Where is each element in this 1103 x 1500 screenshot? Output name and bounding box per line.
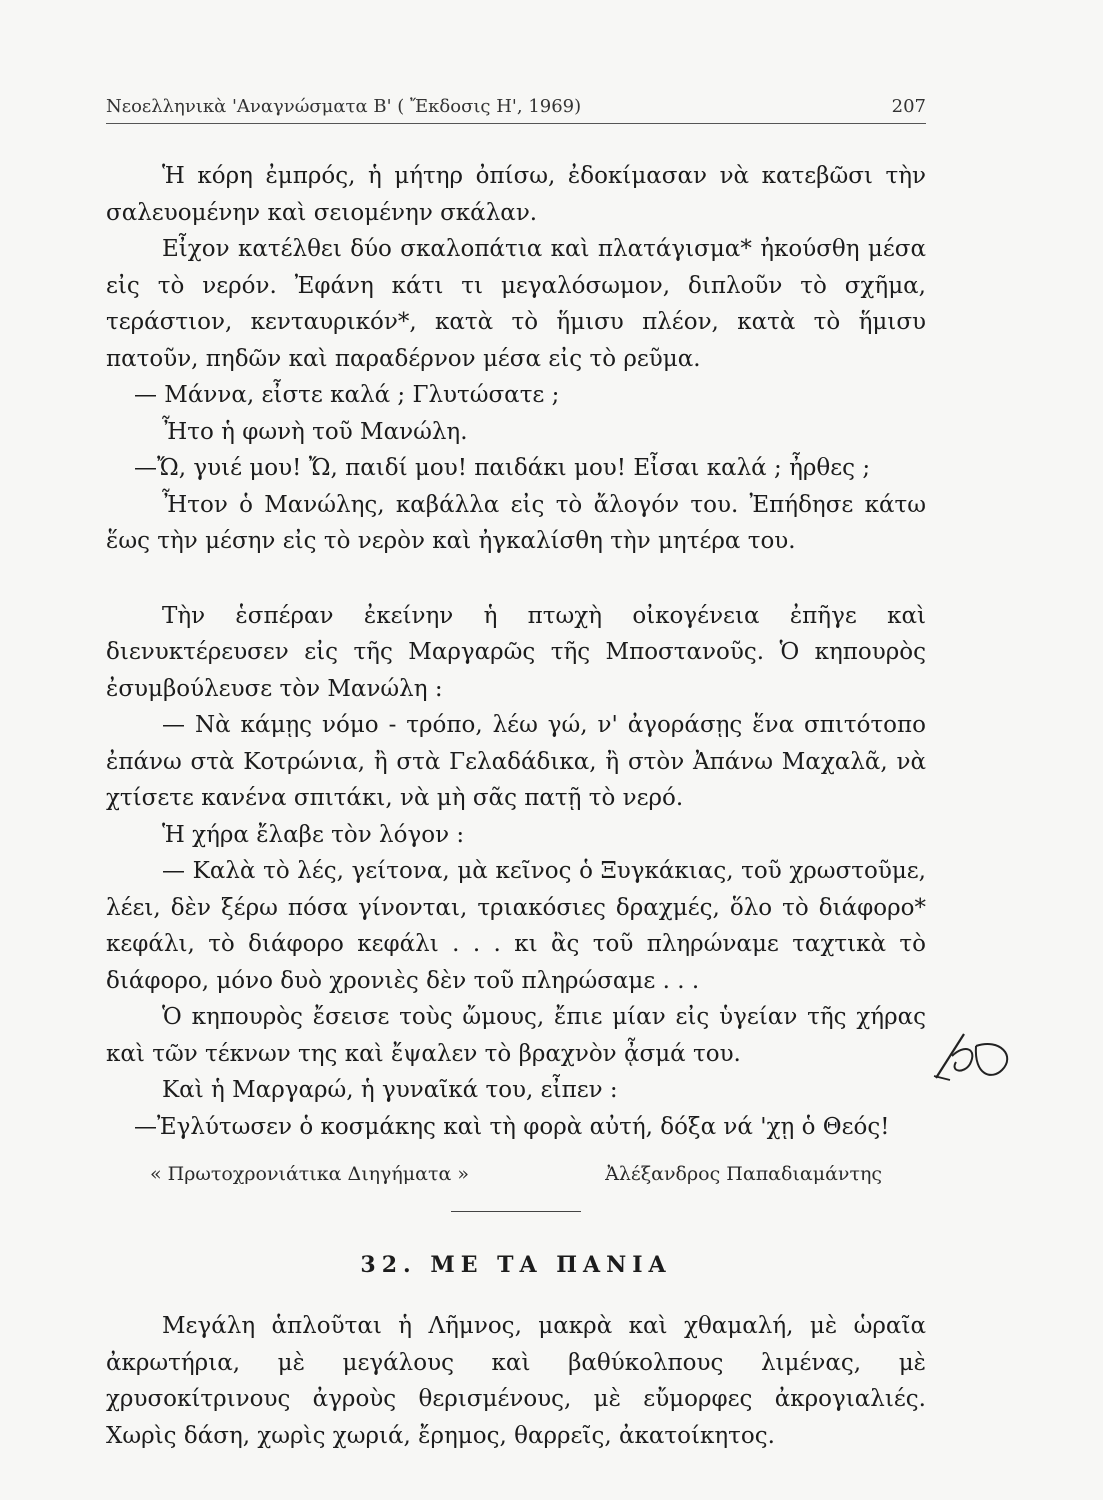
paragraph: Ἦτον ὁ Μανώλης, καβάλλα εἰς τὸ ἄλογόν του. Ἐπήδησε κάτω ἕως τὴν μέσην εἰς τὸ νερὸν καὶ ἠγκαλίσθη τὴν μητέρα του. xyxy=(106,491,926,554)
dialogue-line: —Ὤ, γυιέ μου! Ὤ, παιδί μου! παιδάκι μου! Εἶσαι καλά ; ἦρθες ; xyxy=(134,455,871,481)
attribution-source: « Πρωτοχρονιάτικα Διηγήματα » xyxy=(150,1163,469,1185)
paragraph: Ἦτο ἡ φωνὴ τοῦ Μανώλη. xyxy=(162,418,468,445)
paragraph: Ἡ χήρα ἔλαβε τὸν λόγον : xyxy=(162,821,465,848)
dialogue-line: —Ἐγλύτωσεν ὁ κοσμάκης καὶ τὴ φορὰ αὐτή, δόξα νά 'χῃ ὁ Θεός! xyxy=(134,1113,890,1140)
running-title: Νεοελληνικὰ 'Αναγνώσματα Β' ( Ἔκδοσις Η', 1969) xyxy=(106,96,582,117)
attribution xyxy=(106,1163,926,1185)
dialogue-line: — Νὰ κάμῃς νόμο - τρόπο, λέω γώ, ν' ἀγοράσῃς ἕνα σπιτότοπο ἐπάνω στὰ Κοτρώνια, ἢ στὰ Γελαδάδικα, ἢ στὸν Ἀπάνω Μαχαλᾶ, νὰ χτίσετε κανένα σπιτάκι, νὰ μὴ σᾶς πατῇ τὸ νερό. xyxy=(106,712,926,811)
main-text xyxy=(106,158,926,1145)
book-page xyxy=(106,96,926,1454)
section-divider xyxy=(451,1211,581,1212)
paragraph: Εἶχον κατέλθει δύο σκαλοπάτια καὶ πλατάγισμα* ἠκούσθη μέσα εἰς τὸ νερόν. Ἐφάνη κάτι τι μεγαλόσωμον, διπλοῦν τὸ σχῆμα, τεράστιον, κενταυρικόν*, κατὰ τὸ ἥμισυ πλέον, κατὰ τὸ ἥμισυ πατοῦν, πηδῶν καὶ παραδέρνον μέσα εἰς τὸ ρεῦμα. xyxy=(106,236,926,372)
paragraph: Ἡ κόρη ἐμπρός, ἡ μήτηρ ὀπίσω, ἐδοκίμασαν νὰ κατεβῶσι τὴν σαλευομένην καὶ σειομένην σκάλαν. xyxy=(106,163,926,226)
page-number: 207 xyxy=(891,96,926,117)
chapter-text xyxy=(106,1308,926,1454)
dialogue-line: — Καλὰ τὸ λές, γείτονα, μὰ κεῖνος ὁ Ξυγκάκιας, τοῦ χρωστοῦμε, λέει, δὲν ξέρω πόσα γίνονται, τριακόσιες δραχμές, ὅλο τὸ διάφορο* κεφάλι, τὸ διάφορο κεφάλι . . . κι ἂς τοῦ πληρώναμε ταχτικὰ τὸ διάφορο, μόνο δυὸ χρονιὲς δὲν τοῦ πληρώσαμε . . . xyxy=(106,858,926,994)
paragraph: Ὁ κηπουρὸς ἔσεισε τοὺς ὤμους, ἔπιε μίαν εἰς ὑγείαν τῆς χήρας καὶ τῶν τέκνων της καὶ ἔψαλεν τὸ βραχνὸν ᾆσμά του. xyxy=(106,1004,926,1067)
paragraph: Καὶ ἡ Μαργαρώ, ἡ γυναῖκά του, εἶπεν : xyxy=(162,1077,618,1103)
paragraph: Τὴν ἑσπέραν ἐκείνην ἡ πτωχὴ οἰκογένεια ἐπῆγε καὶ διενυκτέρευσεν εἰς τῆς Μαργαρῶς τῆς Μποστανοῦς. Ὁ κηπουρὸς ἐσυμβούλευσε τὸν Μανώλη : xyxy=(106,602,926,702)
dialogue-line: — Μάννα, εἶστε καλά ; Γλυτώσατε ; xyxy=(134,382,560,408)
running-header xyxy=(106,96,926,124)
attribution-author: Ἀλέξανδρος Παπαδιαμάντης xyxy=(605,1163,882,1185)
handwritten-initials-icon xyxy=(930,1026,1020,1086)
paragraph: Μεγάλη ἁπλοῦται ἡ Λῆμνος, μακρὰ καὶ χθαμαλή, μὲ ὡραῖα ἀκρωτήρια, μὲ μεγάλους καὶ βαθύκολπους λιμένας, μὲ χρυσοκίτρινους ἀγροὺς θερισμένους, μὲ εὔμορφες ἀκρογιαλιές. Χωρὶς δάση, χωρὶς χωριά, ἔρημος, θαρρεῖς, ἀκατοίκητος. xyxy=(106,1313,926,1449)
chapter-title: 32. ΜΕ ΤΑ ΠΑΝΙΑ xyxy=(360,1252,672,1278)
